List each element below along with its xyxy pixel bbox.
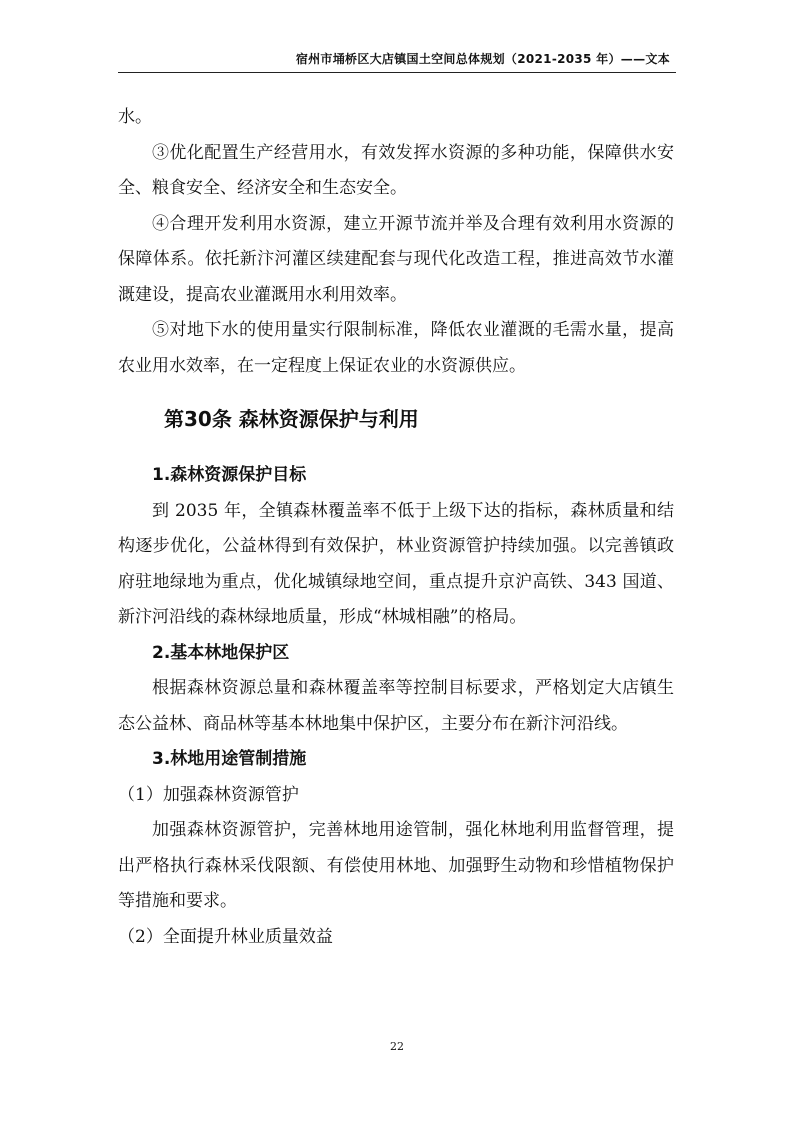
paragraph-continuation: 水。 (118, 107, 152, 127)
paragraph-forest-goal: 到 2035 年，全镇森林覆盖率不低于上级下达的指标，森林质量和结构逐步优化，公益林得到有效保护，林业资源管护持续加强。以完善镇政府驻地绿地为重点，优化城镇绿地空间，重点提升京沪高铁、343 国道、新汴河沿线的森林绿地质量，形成“林城相融”的格局。 (118, 500, 674, 627)
article-title: 第30条 森林资源保护与利用 (164, 407, 419, 431)
document-body (118, 100, 674, 955)
page-number: 22 (390, 1040, 404, 1053)
section-heading-forest-goal: 1.森林资源保护目标 (152, 465, 307, 485)
running-header: 宿州市埇桥区大店镇国土空间总体规划（2021-2035 年）——文本 (295, 52, 670, 66)
paragraph-item-3: ③优化配置生产经营用水，有效发挥水资源的多种功能，保障供水安全、粮食安全、经济安全和生态安全。 (118, 142, 674, 198)
paragraph-management: 加强森林资源管护，完善林地用途管制，强化林地利用监督管理，提出严格执行森林采伐限额、有偿使用林地、加强野生动物和珍惜植物保护等措施和要求。 (118, 820, 674, 911)
paragraph-basic-forest-area: 根据森林资源总量和森林覆盖率等控制目标要求，严格划定大店镇生态公益林、商品林等基本林地集中保护区，主要分布在新汴河沿线。 (118, 678, 674, 734)
section-heading-basic-forest-area: 2.基本林地保护区 (152, 642, 290, 663)
subsection-heading-management: （1）加强森林资源管护 (118, 784, 299, 805)
subsection-heading-quality: （2）全面提升林业质量效益 (118, 926, 333, 947)
paragraph-item-5: ⑤对地下水的使用量实行限制标准，降低农业灌溉的毛需水量，提高农业用水效率，在一定程度上保证农业的水资源供应。 (118, 320, 674, 376)
paragraph-item-4: ④合理开发利用水资源，建立开源节流并举及合理有效利用水资源的保障体系。依托新汴河灌区续建配套与现代化改造工程，推进高效节水灌溉建设，提高农业灌溉用水利用效率。 (118, 213, 674, 305)
section-heading-land-use-control: 3.林地用途管制措施 (152, 749, 307, 769)
header-rule (118, 72, 676, 73)
